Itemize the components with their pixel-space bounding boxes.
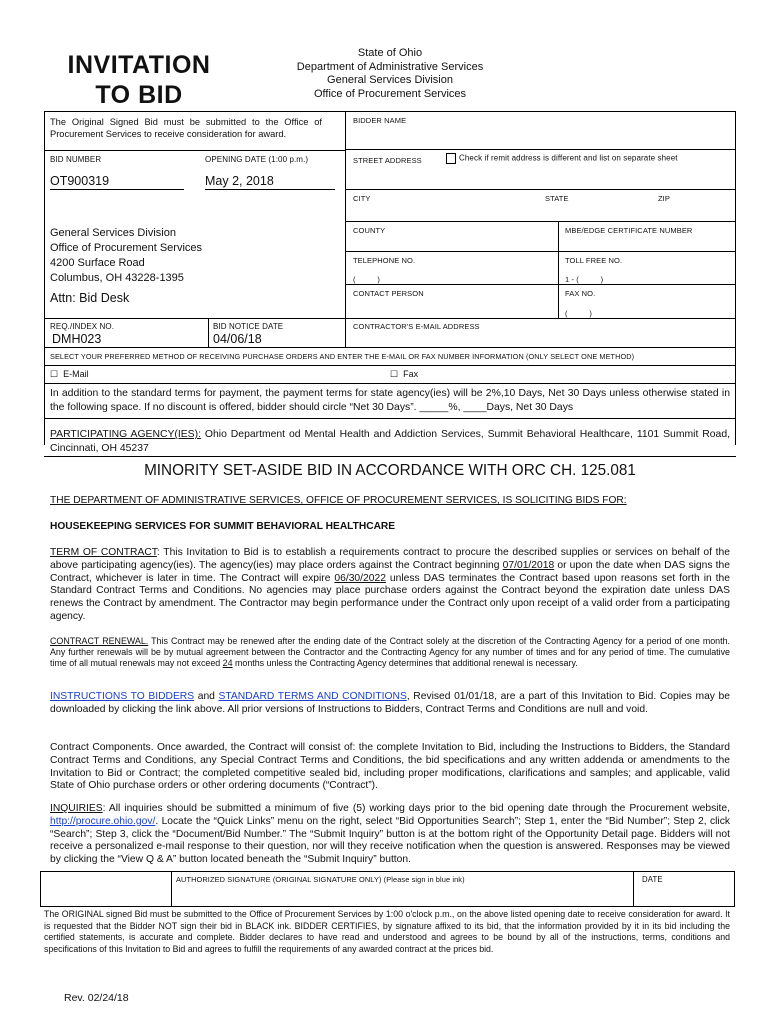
term-end-date: 06/30/2022 [334,572,386,584]
service-title: HOUSEKEEPING SERVICES FOR SUMMIT BEHAVIORAL HEALTHCARE [50,521,396,532]
opening-date-label: OPENING DATE (1:00 p.m.) [205,155,309,164]
contractor-email-label: CONTRACTOR'S E-MAIL ADDRESS [353,322,480,331]
document-title [48,50,230,110]
fax-checkbox-icon[interactable]: ☐ [390,369,399,379]
payment-terms: In addition to the standard terms for payment, the payment terms for state agency(ies) will be 2%,10 Days, Net 30 Days unless otherwise stated in the following space. If no discount is offered, bidder should circle “Net 30 Days”. _____%, ____Days, Net 30 Days [50,388,730,413]
renewal-text-1: This Contract may be renewed after the ending date of the Contract solely at the discretion of the Contracting Agency for a period of one month. Any further renewals will be by mutual agreement between the Contractor and the Contracting Agency for any number of times and for any period of time. The cumulative time of all mutual renewals may not exceed [50,636,730,669]
header-office: Office of Procurement Services [313,87,467,100]
renewal-text-2: months unless the Contracting Agency determines that additional renewal is necessary. [232,658,578,669]
fax-format: ( ) [565,309,593,318]
contact-person-label: CONTACT PERSON [353,289,424,298]
fax-method-option[interactable] [390,369,418,381]
date-field[interactable] [634,872,734,906]
instructions-to-bidders-link[interactable]: INSTRUCTIONS TO BIDDERS [50,691,195,702]
footer-note: The ORIGINAL signed Bid must be submitted to the Office of Procurement Services by 1:00 o'clock p.m., on the above listed opening date to receive consideration for award. It is requested that the Bidder NOT sign their bid in BLACK ink. BIDDER CERTIFIES, by signature affixed to its bid, that the information provided by it in its bid including the certified statements, is accurate and complete. Bidder declares to have read and understood and agrees to be bound by all of the instructions, terms, conditions and specifications of this Invitation to Bid and agrees to fulfill the requirements of any awarded contract at the prices bid. [44,909,730,954]
signature-label: AUTHORIZED SIGNATURE (ORIGINAL SIGNATURE ONLY) (Please sign in blue ink) [176,875,465,884]
renewal-label: CONTRACT RENEWAL. [50,636,149,646]
instructions-paragraph [50,691,730,717]
standard-terms-link[interactable]: STANDARD TERMS AND CONDITIONS [218,691,407,702]
participating-text: Ohio Department od Mental Health and Addiction Services, Summit Behavioral Healthcare, 1101 Summit Road, Cincinnati, OH 45237 [50,429,730,454]
remit-checkbox-label: Check if remit address is different and list on separate sheet [459,153,678,163]
contract-components: Contract Components. Once awarded, the Contract will consist of: the complete Invitation to Bid, including the Instructions to Bidders, the Standard Contract Terms and Conditions, any Special Contract Terms and Conditions, the bid specifications and any written addenda or amendments to the Invitation to Bid or Contract; the completed competitive sealed bid, including proper modifications, clarifications and samples; and applicable, valid State of Ohio purchase orders or other ordering documents (“Contract”). [50,742,730,792]
term-label: TERM OF CONTRACT [50,547,157,558]
term-text-2: or upon the date when DAS signs the Contract, whichever is later in time. The Contract will expire [50,559,730,584]
inquiries-text-2: . Locate the “Quick Links” menu on the right, select “Bid Opportunities Search”; Step 1, enter the “Bid Number”; Step 2, click “Search”; Step 3, click the “Document/Bid Number.” The “Submit Inquiry” button is at the bottom right of the Opportunity Detail page. Bidders will not receive a personalized e-mail response to their question, nor will they receive notification when the question is answered. Responses may be viewed by clicking the “View Q & A” button located beneath the “Submit Inquiry” button. [50,815,730,866]
bid-number-value: OT900319 [50,174,184,190]
participating-label: PARTICIPATING AGENCY(IES): [50,429,201,440]
header-department: Department of Administrative Services [296,60,484,73]
opening-date-value: May 2, 2018 [205,174,335,190]
title-line-1: INVITATION [67,51,211,79]
bid-notice-date-value: 04/06/18 [213,332,262,346]
req-index-value: DMH023 [52,332,102,346]
header-state: State of Ohio [357,47,423,59]
revision-date: Rev. 02/24/18 [64,992,129,1004]
title-line-2: TO BID [95,81,183,109]
street-address-label: STREET ADDRESS [353,156,422,165]
remit-address-checkbox[interactable] [446,153,678,164]
term-text-3: unless DAS terminates the Contract based upon reasons set forth in the Standard Contract Terms and Conditions. No agencies may place purchase orders against the Contract beyond the expiration date unless DAS renews the Contract by amendment. The Contractor may begin performance under the Contract only upon receipt of a valid order from a participating agency. [50,572,731,622]
address-attn: Attn: Bid Desk [50,291,130,305]
state-label: STATE [545,194,569,203]
instructions-and: and [194,691,219,702]
renewal-months: 24 [222,658,233,669]
return-address [50,226,202,306]
mbe-edge-label: MBE/EDGE CERTIFICATE NUMBER [565,226,693,235]
email-checkbox-icon[interactable]: ☐ [50,369,59,379]
minority-set-aside-heading: MINORITY SET-ASIDE BID IN ACCORDANCE WITH ORC CH. 125.081 [144,462,636,479]
email-method-option[interactable] [50,369,89,381]
telephone-label: TELEPHONE NO. [353,256,416,265]
po-method-label: SELECT YOUR PREFERRED METHOD OF RECEIVING PURCHASE ORDERS AND ENTER THE E-MAIL OR FAX NUMBER INFORMATION (ONLY SELECT ONE METHOD) [50,352,635,361]
remit-checkbox-box[interactable] [446,153,456,164]
address-division: General Services Division [50,227,176,239]
signature-box [40,871,735,907]
inquiries-label: INQUIRIES [50,803,103,814]
address-street: 4200 Surface Road [50,257,145,269]
procure-ohio-link[interactable]: http://procure.ohio.gov/ [50,815,156,827]
date-label: DATE [642,875,663,884]
fax-label: FAX NO. [565,289,596,298]
req-index-label: REQ./INDEX NO. [50,322,115,331]
zip-label: ZIP [658,194,670,203]
bidder-name-label: BIDDER NAME [353,116,407,125]
soliciting-heading: THE DEPARTMENT OF ADMINISTRATIVE SERVICES, OFFICE OF PROCUREMENT SERVICES, IS SOLICITING BIDS FOR: [50,495,627,506]
county-label: COUNTY [353,226,386,235]
participating-agencies [50,428,730,455]
fax-method-label: Fax [403,369,419,379]
signature-field[interactable] [172,872,633,906]
bid-notice-date-label: BID NOTICE DATE [213,322,284,331]
agency-header [270,47,510,101]
inquiries-paragraph [50,803,730,867]
instructions-text: , Revised 01/01/18, are a part of this Invitation to Bid. Copies may be downloaded by clicking the link above. All prior versions of Instructions to Bidders, Contract Terms and Conditions are null and void. [50,691,731,715]
term-text-1: : This Invitation to Bid is to establish a requirements contract to procure the described supplies or services on behalf of the above participating agency(ies). The agency(ies) may place orders against the Contract beginning [50,547,730,571]
inquiries-text-1: : All inquiries should be submitted a minimum of five (5) working days prior to the bid opening date through the Procurement website, [102,803,730,814]
term-of-contract [50,547,730,624]
header-division: General Services Division [327,74,453,86]
city-label: CITY [353,194,371,203]
toll-free-label: TOLL FREE NO. [565,256,623,265]
email-method-label: E-Mail [63,369,89,379]
address-office: Office of Procurement Services [50,242,203,254]
contract-renewal [50,636,730,670]
bid-number-label: BID NUMBER [50,155,102,164]
toll-free-format: 1 - ( ) [565,275,604,284]
telephone-format: ( ) [353,275,381,284]
address-city: Columbus, OH 43228-1395 [50,272,184,284]
term-start-date: 07/01/2018 [502,559,555,571]
submit-note: The Original Signed Bid must be submitted to the Office of Procurement Services to receive consideration for award. [50,117,322,139]
